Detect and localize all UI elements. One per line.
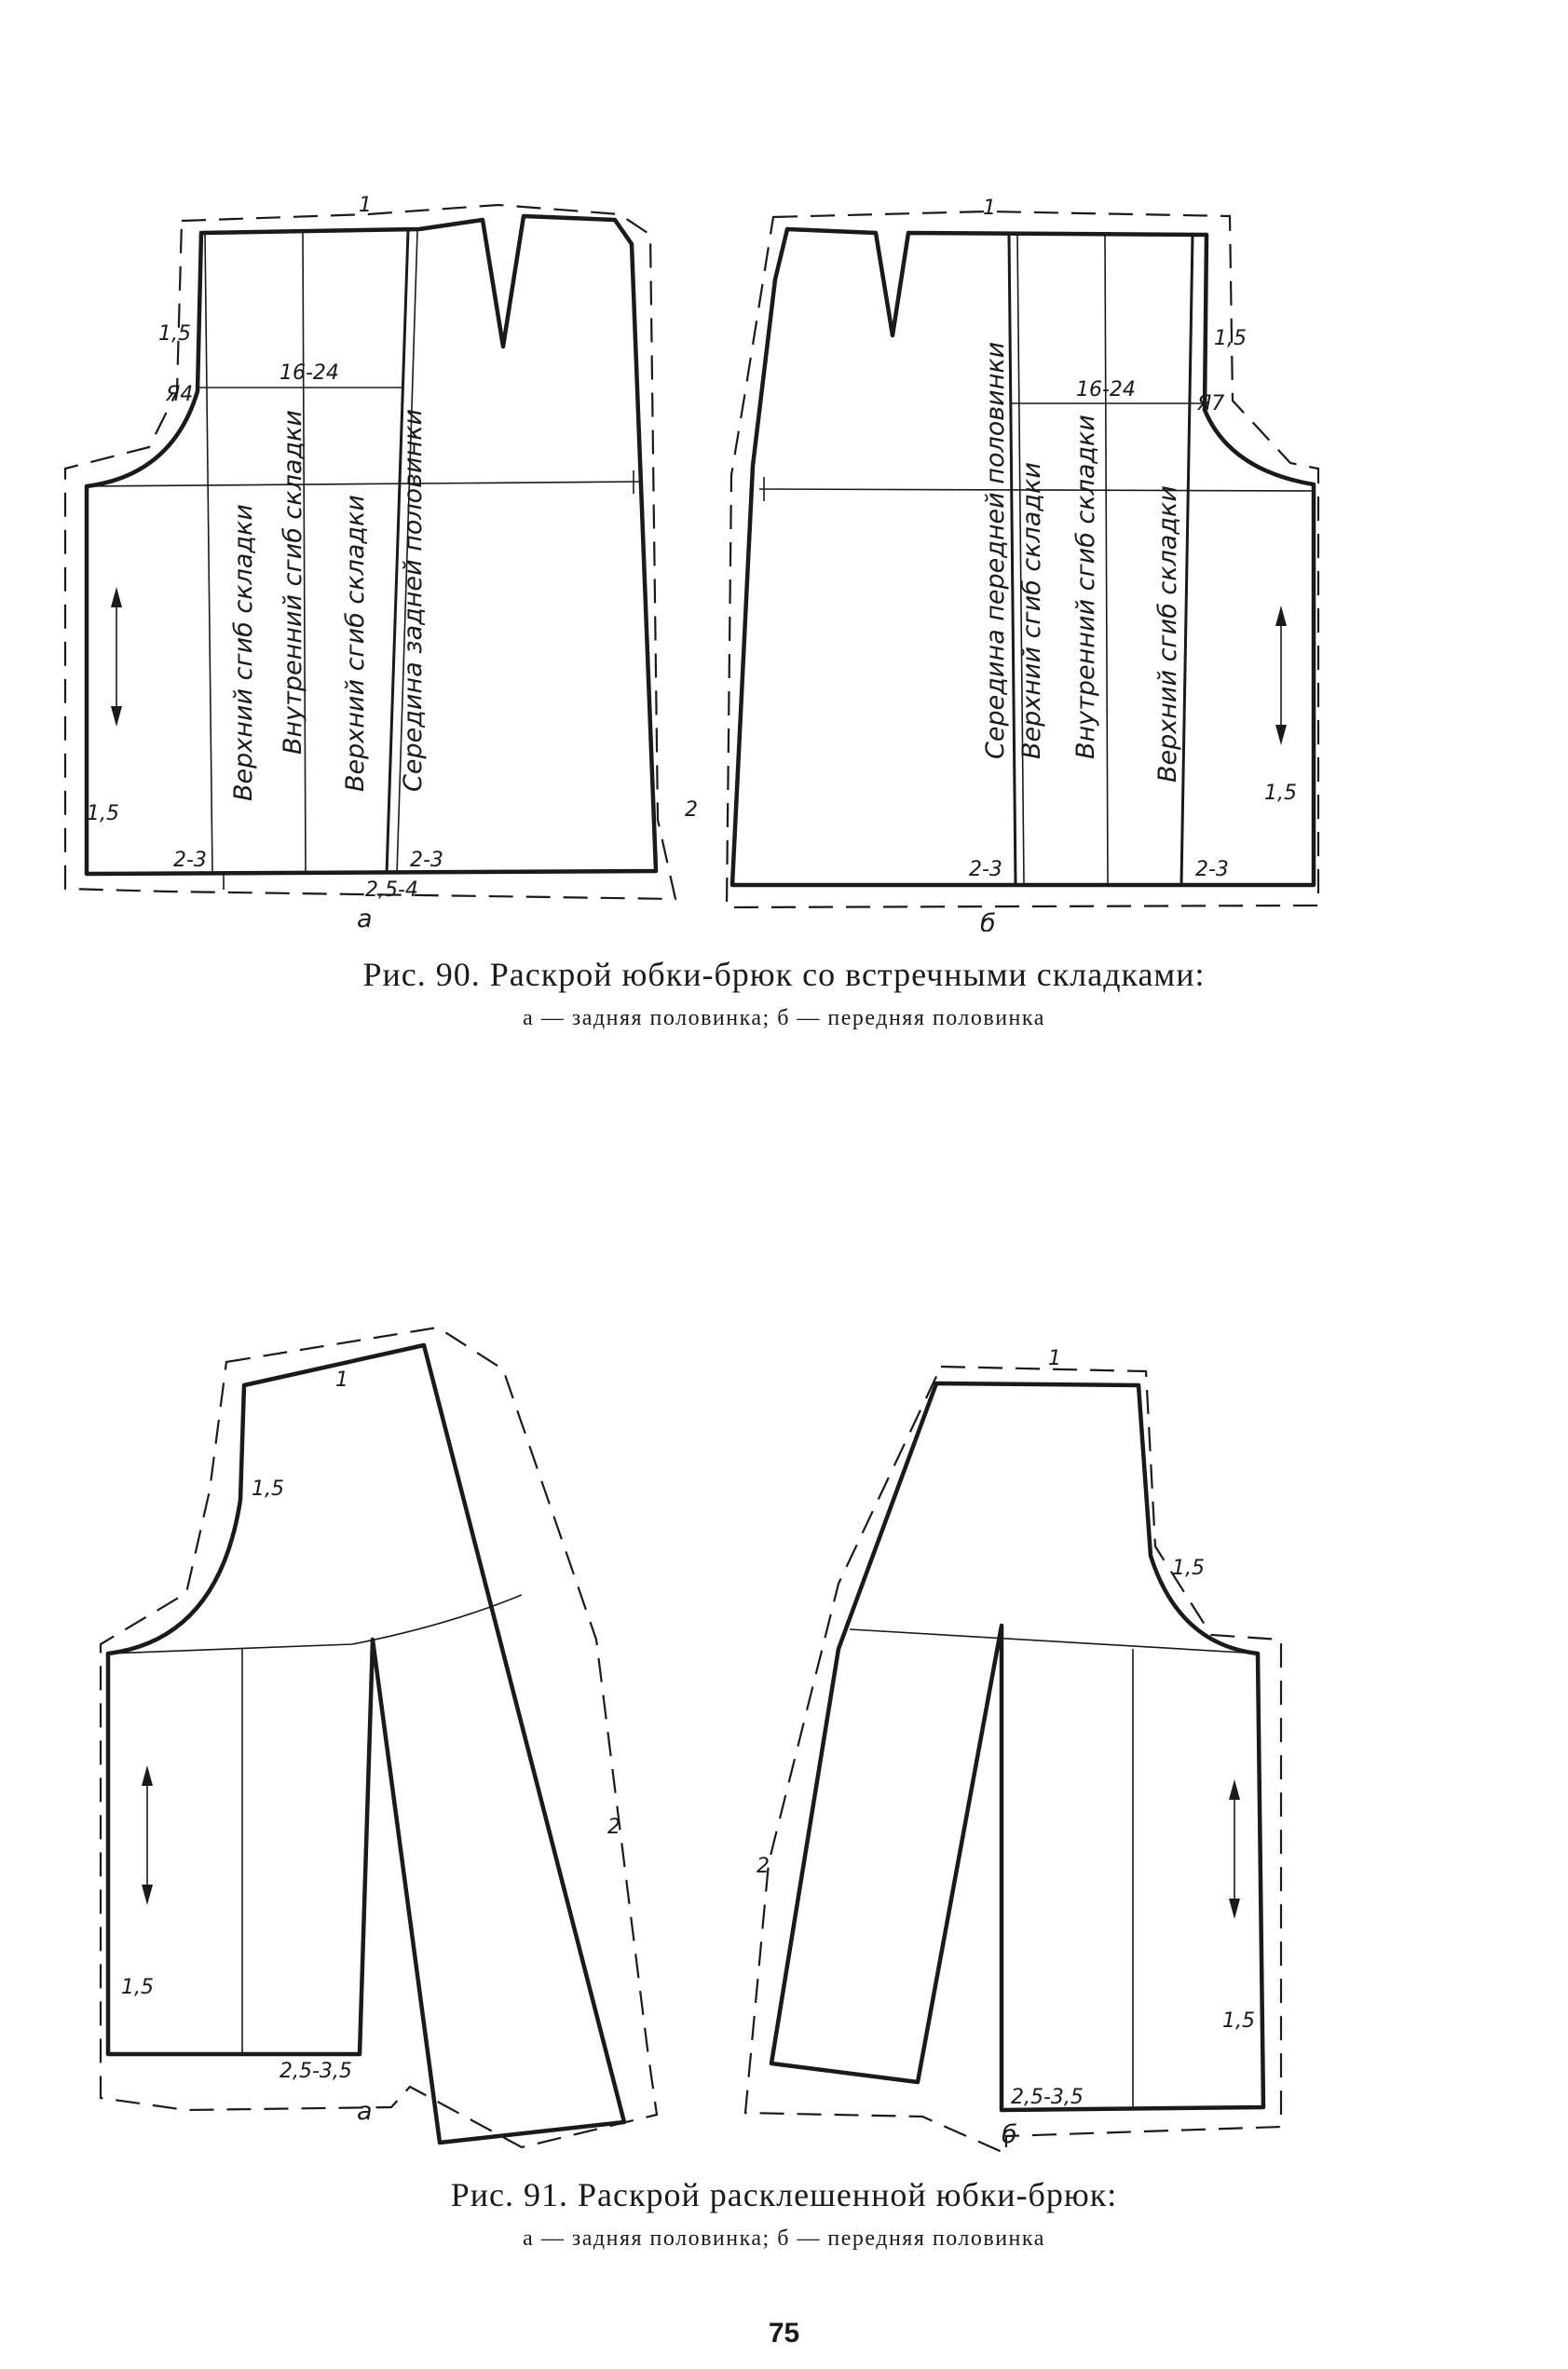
fig90a-fold1-depth: 2-3 [173,849,207,872]
fig91a-part-letter: а [357,2097,373,2126]
fig90a-side-top-margin: 1,5 [158,322,191,346]
fig91b-hem-margin: 2,5-3,5 [1011,2086,1084,2109]
fig90-back-half-pattern [65,194,698,932]
fig90b-fold2-depth: 2-3 [1195,858,1229,881]
fig90a-width-label: 16-24 [280,361,339,385]
fig90b-grain-arrow [1275,606,1287,745]
fig91a-top-margin: 1 [335,1368,348,1392]
fig90b-crotch-label: Я7 [1197,392,1225,415]
fig91b-grain-arrow [1229,1779,1240,1919]
fig91b-part-letter: б [1002,2120,1017,2149]
fig90b-fold-outer-2 [1181,235,1193,885]
fig90a-hip-line [87,482,641,486]
fig90a-right-margin: 2 [685,798,698,822]
fig91a-right-margin: 2 [607,1816,620,1839]
fig91-caption-subtitle: а — задняя половинка; б — передняя половинка [523,2226,1045,2251]
page-number: 75 [768,2318,800,2349]
fig91b-left-margin: 2 [757,1855,770,1878]
fig90-caption-subtitle: а — задняя половинка; б — передняя половинка [523,1006,1045,1030]
fig90a-top-margin: 1 [359,194,372,217]
fig91-front-half-pattern [745,1347,1281,2154]
fig91b-seam-allowance [745,1367,1281,2154]
fig90b-label-center-front: Середина передней половинки [981,341,1010,759]
fig91a-grain-arrow [142,1765,153,1905]
fig90a-crotch-label: Я4 [166,383,194,406]
fig91a-outline [108,1345,624,2143]
fig91b-outline [771,1383,1263,2110]
fig90b-label-fold-inner: Внутренний сгиб складки [1071,415,1100,759]
fig90a-label-fold-inner: Внутренний сгиб складки [279,410,307,755]
fig90a-side-bottom-margin: 1,5 [87,802,119,825]
figure-90-diagram [0,0,1568,932]
fig90b-label-fold-outer-1: Верхний сгиб складки [1017,462,1046,759]
fig91a-side-top-margin: 1,5 [252,1477,284,1501]
fig90b-width-label: 16-24 [1076,378,1136,402]
fig90b-part-letter: б [980,909,996,932]
fig91a-hem-margin: 2,5-3,5 [280,2060,352,2083]
fig90a-fold2-depth: 2-3 [410,849,443,872]
fig90a-grain-arrow [111,587,122,727]
fig90b-label-fold-outer-2: Верхний сгиб складки [1153,485,1182,783]
fig90-caption-title: Рис. 90. Раскрой юбки-брюк со встречными складками: [362,956,1206,993]
fig90b-center-front [1009,235,1016,885]
fig91a-seam-allowance [101,1327,657,2147]
fig90a-label-center-back: Середина задней половинки [399,408,428,792]
fig91-caption-title: Рис. 91. Раскрой расклешенной юбки-брюк: [450,2176,1118,2213]
fig90b-top-margin: 1 [983,197,996,220]
fig91b-hip-line [850,1629,1260,1654]
fig90b-side-bottom-margin: 1,5 [1264,782,1297,805]
fig91b-side-bottom-margin: 1,5 [1222,2009,1255,2033]
figure-91-diagram [0,1286,1568,2236]
fig91a-side-bottom-margin: 1,5 [121,1976,154,1999]
fig90b-fold1-depth: 2-3 [969,858,1002,881]
fig90b-fold-inner [1105,235,1108,885]
fig90a-fold-outer-1 [205,233,212,874]
fig90a-outline [87,216,656,874]
fig90a-label-fold-outer-1: Верхний сгиб складки [229,504,258,801]
fig91-back-half-pattern [101,1327,657,2147]
fig90b-side-top-margin: 1,5 [1214,327,1247,350]
fig91b-side-top-margin: 1,5 [1172,1557,1205,1580]
fig90-front-half-pattern [727,197,1318,932]
fig90a-part-letter: а [357,905,373,932]
fig90a-seam-allowance [65,205,675,899]
fig91b-top-margin: 1 [1048,1347,1061,1370]
fig90a-hem-margin: 2,5-4 [365,878,418,902]
fig90a-label-fold-outer-2: Верхний сгиб складки [341,495,370,792]
